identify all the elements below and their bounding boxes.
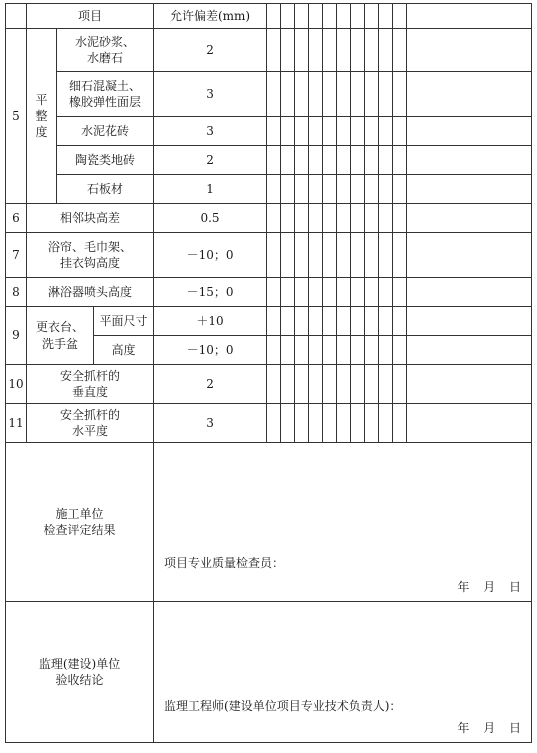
supervision-date: 年 月 日 bbox=[457, 720, 522, 735]
engineer-label: 监理工程师(建设单位项目专业技术负责人)： bbox=[164, 698, 402, 713]
item-name: 细石混凝土、 橡胶弹性面层 bbox=[57, 72, 154, 117]
table-row bbox=[6, 404, 532, 443]
construction-date: 年 月 日 bbox=[457, 579, 522, 594]
row-number: 10 bbox=[6, 365, 27, 404]
table-row bbox=[6, 278, 532, 307]
item-value: 0.5 bbox=[154, 204, 267, 233]
header-item: 项目 bbox=[27, 4, 154, 29]
sub-item-name: 高度 bbox=[94, 336, 154, 365]
item-value: －10；0 bbox=[154, 336, 267, 365]
table-row bbox=[6, 204, 532, 233]
item-name: 水泥花砖 bbox=[57, 117, 154, 146]
item-name: 浴帘、毛巾架、 挂衣钩高度 bbox=[27, 233, 154, 278]
supervision-label: 监理(建设)单位 验收结论 bbox=[6, 602, 154, 743]
item-name: 淋浴器喷头高度 bbox=[27, 278, 154, 307]
item-value: 3 bbox=[154, 72, 267, 117]
item-value: 1 bbox=[154, 175, 267, 204]
item-name: 相邻块高差 bbox=[27, 204, 154, 233]
item-name: 安全抓杆的 垂直度 bbox=[27, 365, 154, 404]
item-value: －15；0 bbox=[154, 278, 267, 307]
construction-label: 施工单位 检查评定结果 bbox=[6, 443, 154, 602]
item-name: 陶瓷类地砖 bbox=[57, 146, 154, 175]
item-value: ＋10 bbox=[154, 307, 267, 336]
supervision-section bbox=[6, 602, 532, 743]
table-row bbox=[6, 72, 532, 117]
table-row bbox=[6, 117, 532, 146]
table-row bbox=[6, 365, 532, 404]
construction-sign-area bbox=[154, 443, 532, 602]
header-tolerance: 允许偏差(mm) bbox=[154, 4, 267, 29]
item-value: 2 bbox=[154, 365, 267, 404]
item-name: 更衣台、 洗手盆 bbox=[27, 307, 94, 365]
table-row bbox=[6, 233, 532, 278]
table-row bbox=[6, 175, 532, 204]
item-value: 2 bbox=[154, 146, 267, 175]
table-row bbox=[6, 307, 532, 336]
row-number: 6 bbox=[6, 204, 27, 233]
row-number: 11 bbox=[6, 404, 27, 443]
sub-item-name: 平面尺寸 bbox=[94, 307, 154, 336]
item-name: 安全抓杆的 水平度 bbox=[27, 404, 154, 443]
item-value: 2 bbox=[154, 29, 267, 72]
item-value: 3 bbox=[154, 404, 267, 443]
row-number: 9 bbox=[6, 307, 27, 365]
row-number: 7 bbox=[6, 233, 27, 278]
inspector-label: 项目专业质量检查员： bbox=[164, 555, 285, 570]
flatness-label: 平 整 度 bbox=[27, 29, 57, 204]
tolerance-table bbox=[5, 3, 532, 743]
item-value: －10；0 bbox=[154, 233, 267, 278]
item-name: 水泥砂浆、 水磨石 bbox=[57, 29, 154, 72]
table-row bbox=[6, 29, 532, 72]
construction-section bbox=[6, 443, 532, 602]
supervision-sign-area bbox=[154, 602, 532, 743]
item-value: 3 bbox=[154, 117, 267, 146]
header-row bbox=[6, 4, 532, 29]
row-number: 5 bbox=[6, 29, 27, 204]
table-row bbox=[6, 146, 532, 175]
item-name: 石板材 bbox=[57, 175, 154, 204]
row-number: 8 bbox=[6, 278, 27, 307]
